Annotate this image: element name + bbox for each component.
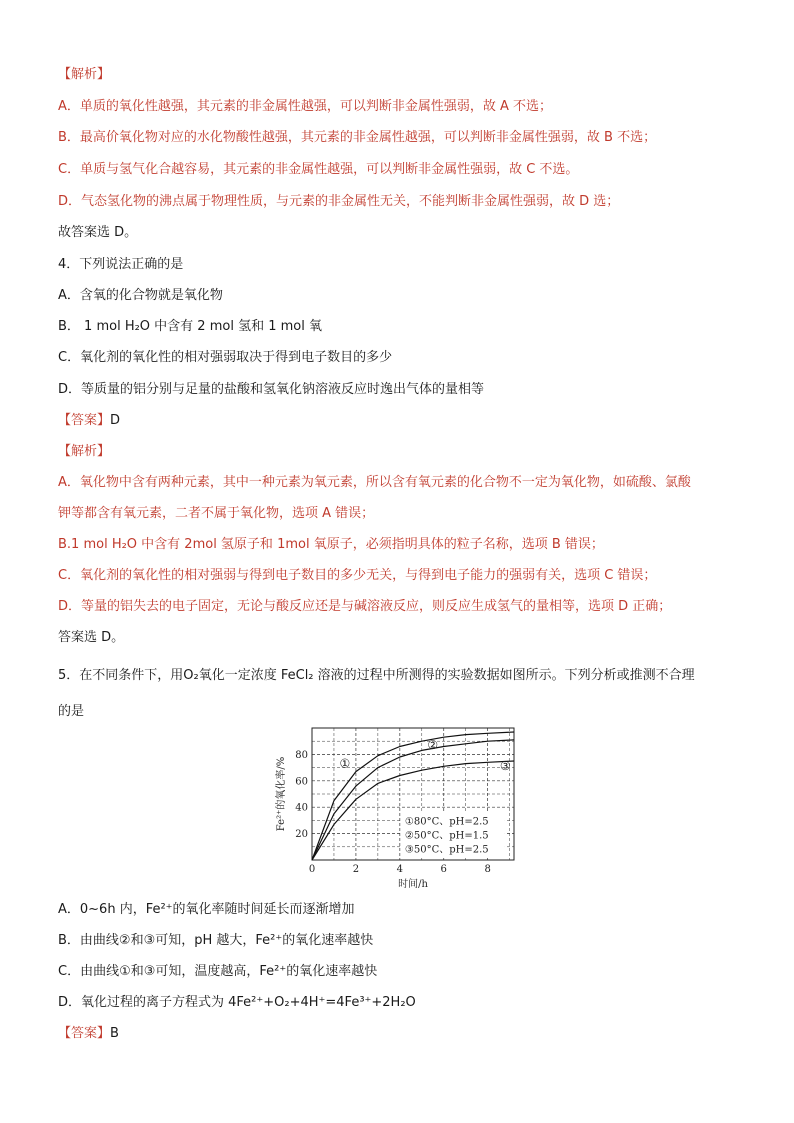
x-tick-label: 0 [308, 864, 316, 875]
q4-option-c: C．氧化剂的氧化性的相对强弱取决于得到电子数目的多少 [58, 350, 393, 365]
legend-item-2: ②50°C、pH=1.5 [404, 830, 489, 842]
series-label-3: ③ [499, 759, 511, 774]
legend-item-3: ③50°C、pH=2.5 [404, 844, 489, 856]
oxidation-rate-chart [270, 722, 520, 894]
q5-option-b: B．由曲线②和③可知，pH 越大，Fe²⁺的氧化速率越快 [58, 933, 374, 948]
q5-option-c: C．由曲线①和③可知，温度越高，Fe²⁺的氧化速率越快 [58, 964, 378, 979]
q4-analysis-tag: 【解析】 [58, 444, 111, 459]
q4-analysis-a-line2: 钾等都含有氧元素，二者不属于氧化物，选项 A 错误； [58, 506, 375, 521]
x-tick-label: 2 [352, 864, 360, 875]
x-tick-label: 6 [440, 864, 447, 875]
analysis-tag: 【解析】 [58, 67, 111, 82]
y-axis-label: Fe²⁺的氧化率/% [276, 756, 287, 832]
q5-stem-line2: 的是 [58, 704, 85, 719]
x-tick-label: 8 [484, 864, 491, 875]
q4-analysis-b: B.1 mol H₂O 中含有 2mol 氢原子和 1mol 氧原子，必须指明具体的粒子名称，选项 B 错误； [58, 537, 604, 552]
q4-option-a: A．含氧的化合物就是氧化物 [58, 288, 223, 303]
y-tick-label: 80 [295, 749, 308, 761]
series-label-2: ② [427, 738, 439, 753]
q5-option-d: D．氧化过程的离子方程式为 4Fe²⁺+O₂+4H⁺=4Fe³⁺+2H₂O [58, 995, 416, 1010]
q4-answer [58, 412, 120, 430]
q4-option-b: B． 1 mol H₂O 中含有 2 mol 氢和 1 mol 氧 [58, 319, 322, 334]
answer-tag: 【答案】 [58, 1026, 111, 1041]
analysis-option-c: C．单质与氢气化合越容易，其元素的非金属性越强，可以判断非金属性强弱，故 C 不选。 [58, 162, 579, 177]
answer-value: B [110, 1026, 119, 1041]
legend [401, 812, 505, 856]
analysis-option-d: D．气态氢化物的沸点属于物理性质，与元素的非金属性无关，不能判断非金属性强弱，故 D 选； [58, 194, 620, 209]
answer-value: D [110, 413, 121, 428]
analysis-option-b: B．最高价氧化物对应的水化物酸性越强，其元素的非金属性越强，可以判断非金属性强弱，故 B 不选； [58, 130, 657, 145]
analysis-conclusion: 故答案选 D。 [58, 225, 138, 240]
q5-stem-line1: 5．在不同条件下，用O₂氧化一定浓度 FeCl₂ 溶液的过程中所测得的实验数据如图所示。下列分析或推测不合理 [58, 668, 695, 683]
q4-stem: 4．下列说法正确的是 [58, 257, 184, 272]
q4-analysis-d: D．等量的铝失去的电子固定，无论与酸反应还是与碱溶液反应，则反应生成氢气的量相等，选项 D 正确； [58, 599, 672, 614]
x-tick-label: 4 [396, 864, 404, 875]
legend-item-1: ①80°C、pH=2.5 [404, 816, 489, 828]
q5-option-a: A．0~6h 内，Fe²⁺的氧化率随时间延长而逐渐增加 [58, 902, 355, 917]
q4-option-d: D．等质量的铝分别与足量的盐酸和氢氧化钠溶液反应时逸出气体的量相等 [58, 382, 485, 397]
q4-analysis-a-line1: A．氧化物中含有两种元素，其中一种元素为氧元素，所以含有氧元素的化合物不一定为氧化物，如硫酸、氯酸 [58, 475, 691, 490]
q4-conclusion: 答案选 D。 [58, 630, 125, 645]
y-tick-label: 20 [295, 829, 308, 841]
q4-analysis-c: C．氧化剂的氧化性的相对强弱与得到电子数目的多少无关，与得到电子能力的强弱有关，选项 C 错误； [58, 568, 657, 583]
x-axis-label: 时间/h [398, 879, 428, 890]
y-tick-label: 60 [295, 776, 308, 788]
analysis-option-a: A．单质的氧化性越强，其元素的非金属性越强，可以判断非金属性强弱，故 A 不选； [58, 99, 553, 114]
answer-tag: 【答案】 [58, 413, 111, 428]
q5-answer [58, 1025, 119, 1043]
series-label-1: ① [339, 756, 351, 771]
y-tick-label: 40 [295, 802, 308, 814]
